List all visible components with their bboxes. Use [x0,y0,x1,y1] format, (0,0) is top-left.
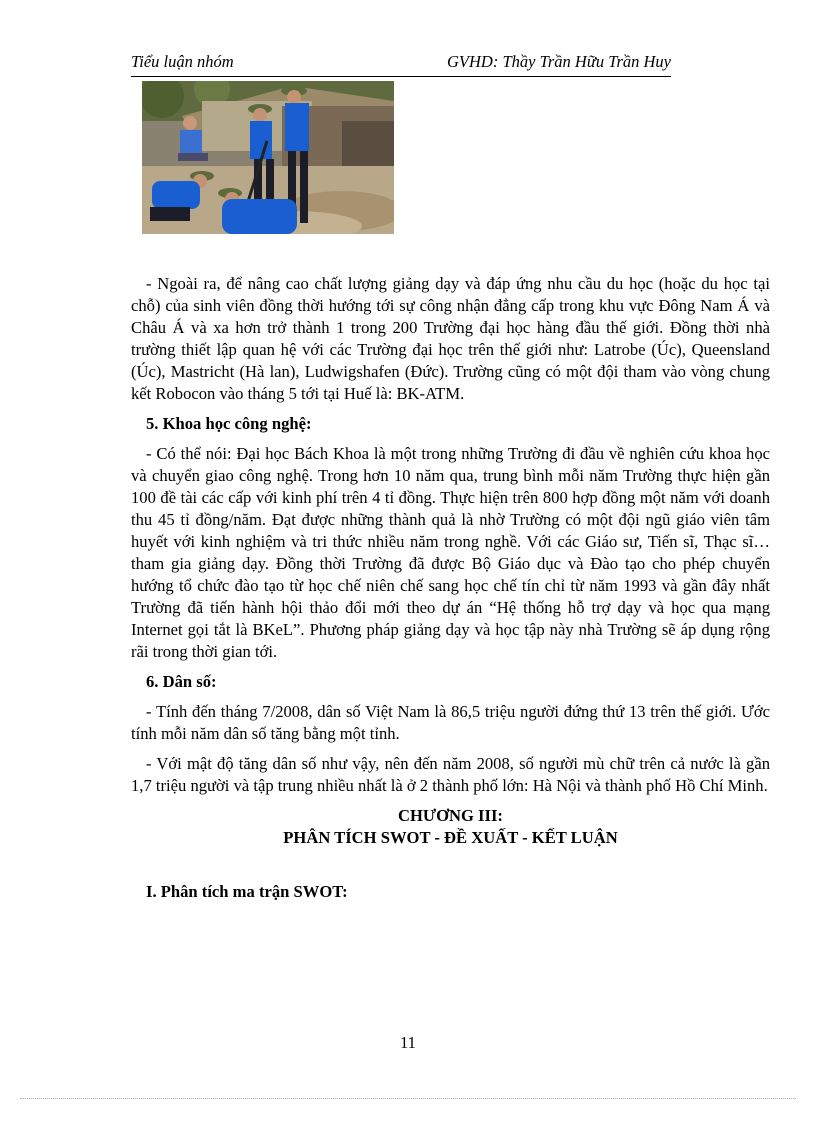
page-number: 11 [400,1033,416,1052]
paragraph-population-2: - Với mật độ tăng dân số như vậy, nên đến năm 2008, số người mù chữ trên cả nước là gần 1,7 triệu người và tập trung nhiều nhất là ở 2 thành phố lớn: Hà Nội và thành phố Hồ Chí Minh. [131,754,770,795]
paragraph-science-technology: - Có thể nói: Đại học Bách Khoa là một trong những Trường đi đầu về nghiên cứu khoa học và chuyển giao công nghệ. Trong hơn 10 năm qua, trung bình mỗi năm Trường thực hiện gần 100 đề tài các cấp với kinh phí trên 4 tỉ đồng. Thực hiện trên 800 hợp đồng một năm với doanh thu 45 tỉ đồng/năm. Đạt được những thành quả là nhờ Trường có một đội ngũ giáo viên tâm huyết với kinh nghiệm và tri thức nhiều năm trong nghề. Với các Giáo sư, Tiến sĩ, Thạc sĩ… tham gia giảng dạy. Đồng thời Trường đã được Bộ Giáo dục và Đào tạo cho phép chuyển hướng tổ chức đào tạo từ học chế niên chế sang học chế tín chỉ từ năm 1993 và gần đây nhất Trường đã tiến hành hội thảo đổi mới theo dự án “Hệ thống hỗ trợ dạy và học qua mạng Internet gọi tắt là BKeL”. Phương pháp giảng dạy và học tập này nhà Trường sẽ áp dụng rộng rãi trong thời gian tới. [131,444,770,661]
page-header [131,50,671,76]
header-left-title: Tiểu luận nhóm [131,52,234,71]
heading-science-technology: 5. Khoa học công nghệ: [146,414,312,433]
body-text [131,273,770,903]
paragraph-population-1: - Tính đến tháng 7/2008, dân số Việt Nam là 86,5 triệu người đứng thứ 13 trên thế giới. Ước tính mỗi năm dân số tăng bằng một tỉnh. [131,702,770,743]
volunteer-photo [142,81,394,234]
section-heading-swot: I. Phân tích ma trận SWOT: [146,882,348,901]
chapter-title-line1: CHƯƠNG III: [398,806,503,825]
paragraph-study-abroad: - Ngoài ra, để nâng cao chất lượng giảng dạy và đáp ứng nhu cầu du học (hoặc du học tại chỗ) của sinh viên đồng thời hướng tới sự công nhận đẳng cấp trong khu vực Đông Nam Á và Châu Á và xa hơn trở thành 1 trong 200 Trường đại học hàng đầu thế giới. Đồng thời nhà trường thiết lập quan hệ với các Trường đại học trên thế giới như: Latrobe (Úc), Queensland (Úc), Mastricht (Hà lan), Ludwigshafen (Đức). Trường cũng có một đội tham vào vòng chung kết Robocon vào tháng 5 tới tại Huế là: BK-ATM. [131,274,770,403]
chapter-title-line2: PHÂN TÍCH SWOT - ĐỀ XUẤT - KẾT LUẬN [283,828,618,847]
header-rule [131,76,671,77]
header-right-instructor: GVHD: Thầy Trần Hữu Trần Huy [447,52,671,71]
page-bottom-dotted-rule [20,1098,796,1099]
heading-population: 6. Dân số: [146,672,217,691]
